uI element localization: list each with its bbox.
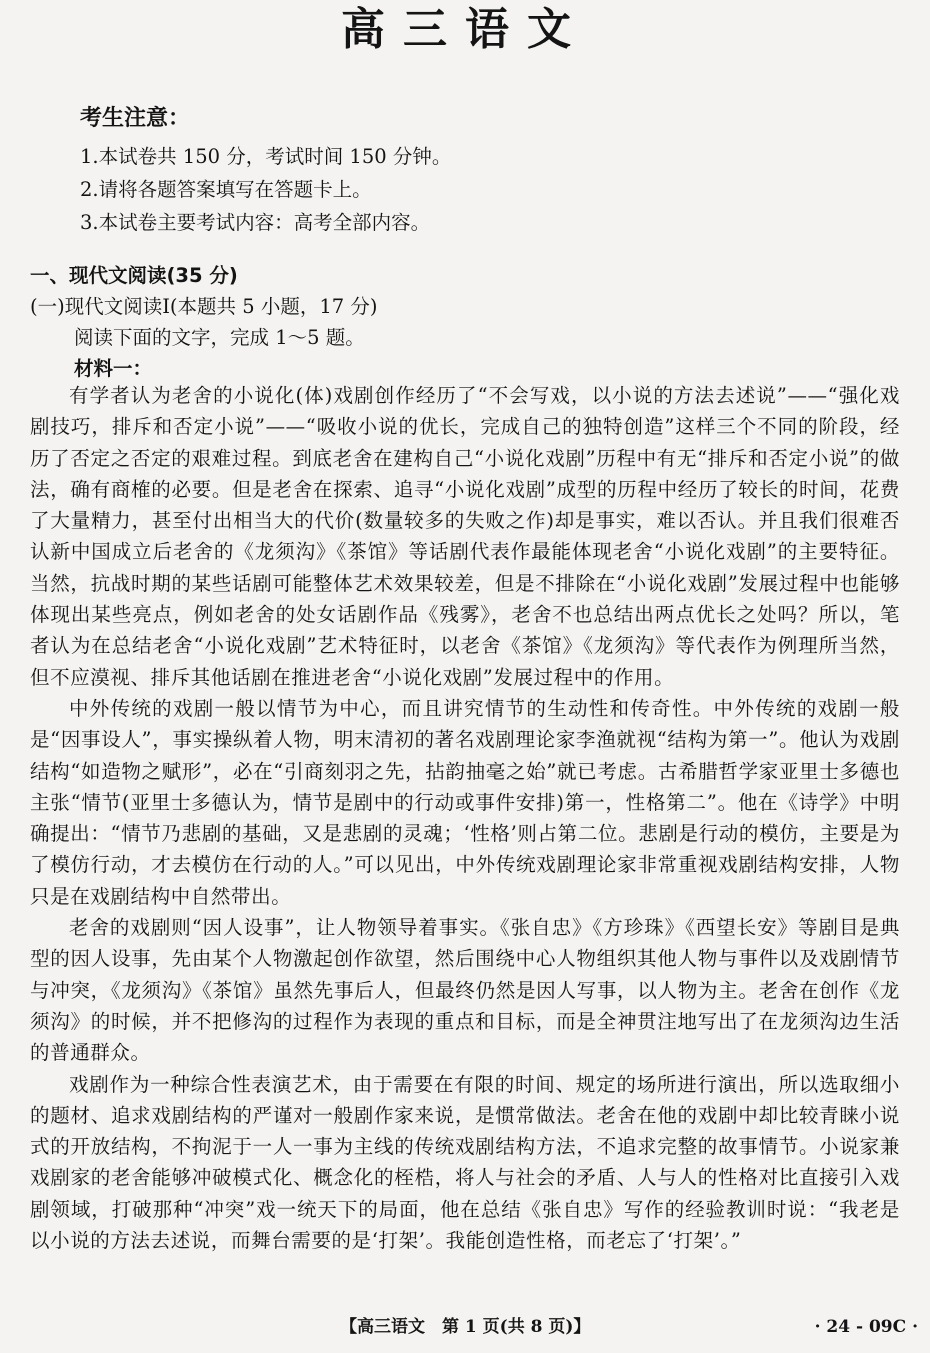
exam-notice: [80, 104, 451, 239]
page-title: 高三语文: [341, 4, 589, 55]
notice-heading: 考生注意：: [80, 106, 191, 131]
passage-paragraph: 有学者认为老舍的小说化(体)戏剧创作经历了“不会写戏，以小说的方法去述说”——“强化戏剧技巧，排斥和否定小说”——“吸收小说的优长，完成自己的独特创造”这样三个不同的阶段，经历了否定之否定的艰难过程。到底老舍在建构自己“小说化戏剧”历程中有无“排斥和否定小说”的做法，确有商榷的必要。但是老舍在探索、追寻“小说化戏剧”成型的历程中经历了较长的时间，花费了大量精力，甚至付出相当大的代价(数量较多的失败之作)却是事实，难以否认。并且我们很难否认新中国成立后老舍的《龙须沟》《茶馆》等话剧代表作最能体现老舍“小说化戏剧”的主要特征。当然，抗战时期的某些话剧可能整体艺术效果较差，但是不排除在“小说化戏剧”发展过程中也能够体现出某些亮点，例如老舍的处女话剧作品《残雾》，老舍不也总结出两点优长之处吗？所以，笔者认为在总结老舍“小说化戏剧”艺术特征时，以老舍《茶馆》《龙须沟》等代表作为例理所当然，但不应漠视、排斥其他话剧在推进老舍“小说化戏剧”发展过程中的作用。: [30, 384, 900, 689]
exam-code: · 24 - 09C ·: [814, 1317, 918, 1337]
notice-item: 1.本试卷共 150 分，考试时间 150 分钟。: [80, 145, 452, 168]
material-label: 材料一：: [74, 357, 153, 380]
section-heading: 一、现代文阅读(35 分): [30, 264, 238, 287]
reading-instruction: 阅读下面的文字，完成 1～5 题。: [74, 326, 365, 349]
page-number-label: 【高三语文 第 1 页(共 8 页)】: [340, 1317, 591, 1337]
passage-paragraph: 老舍的戏剧则“因人设事”，让人物领导着事实。《张自忠》《方珍珠》《西望长安》等剧目是典型的因人设事，先由某个人物激起创作欲望，然后围绕中心人物组织其他人物与事件以及戏剧情节与冲突，《龙须沟》《茶馆》虽然先事后人，但最终仍然是因人写事，以人物为主。老舍在创作《龙须沟》的时候，并不把修沟的过程作为表现的重点和目标，而是全神贯注地写出了在龙须沟边生活的普通群众。: [30, 916, 900, 1065]
subsection-heading: (一)现代文阅读Ⅰ(本题共 5 小题，17 分): [30, 295, 378, 318]
passage-paragraph: 中外传统的戏剧一般以情节为中心，而且讲究情节的生动性和传奇性。中外传统的戏剧一般是“因事设人”，事实操纵着人物，明末清初的著名戏剧理论家李渔就视“结构为第一”。他认为戏剧结构“如造物之赋形”，必在“引商刻羽之先，拈韵抽毫之始”就已考虑。古希腊哲学家亚里士多德也主张“情节(亚里士多德认为，情节是剧中的行动或事件安排)第一，性格第二”。他在《诗学》中明确提出：“情节乃悲剧的基础，又是悲剧的灵魂；‘性格’则占第二位。悲剧是行动的模仿，主要是为了模仿行动，才去模仿在行动的人。”可以见出，中外传统戏剧理论家非常重视戏剧结构安排，人物只是在戏剧结构中自然带出。: [30, 696, 900, 908]
notice-item: 3.本试卷主要考试内容：高考全部内容。: [80, 211, 431, 234]
page-footer: [0, 1312, 930, 1342]
passage-body: [30, 380, 900, 1256]
passage-paragraph: 戏剧作为一种综合性表演艺术，由于需要在有限的时间、规定的场所进行演出，所以选取细小的题材、追求戏剧结构的严谨对一般剧作家来说，是惯常做法。老舍在他的戏剧中却比较青睐小说式的开放结构，不拘泥于一人一事为主线的传统戏剧结构方法，不追求完整的故事情节。小说家兼戏剧家的老舍能够冲破模式化、概念化的桎梏，将人与社会的矛盾、人与人的性格对比直接引入戏剧领域，打破那种“冲突”戏一统天下的局面，他在总结《张自忠》写作的经验教训时说：“我老是以小说的方法去述说，而舞台需要的是‘打架’。我能创造性格，而老忘了‘打架’。”: [30, 1072, 900, 1253]
notice-item: 2.请将各题答案填写在答题卡上。: [80, 178, 372, 201]
